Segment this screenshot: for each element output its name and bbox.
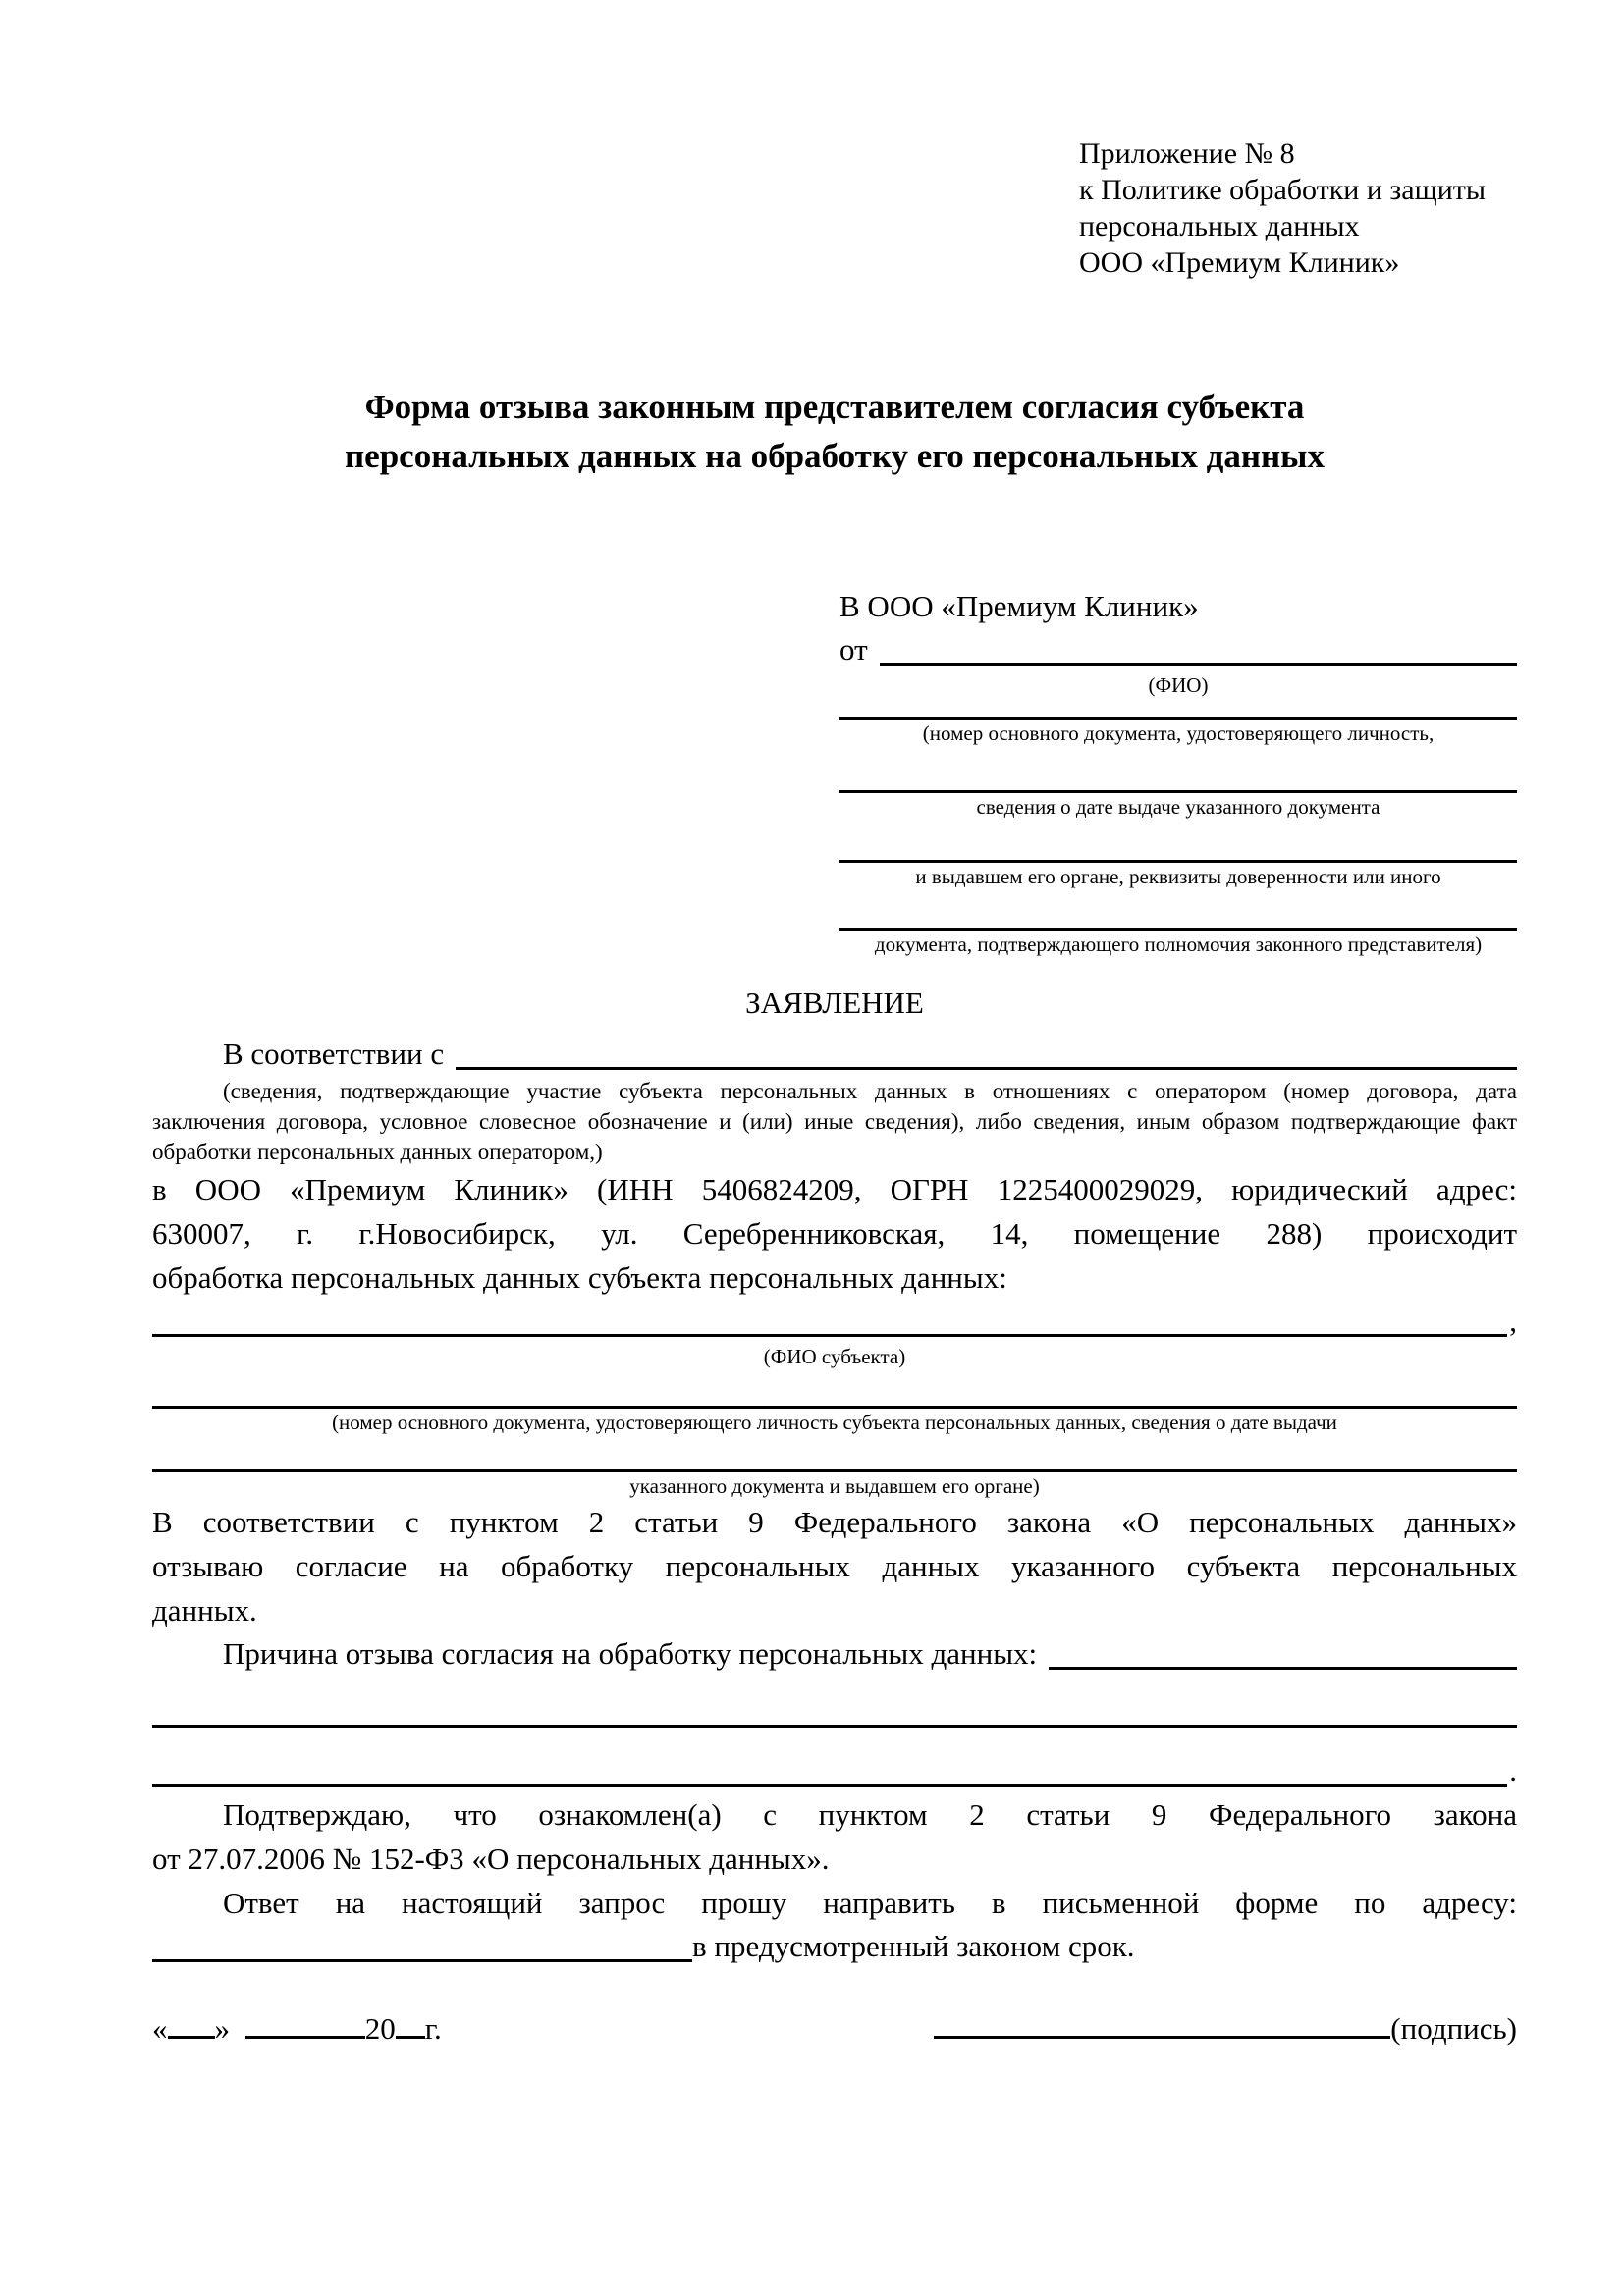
reason-period: .	[1509, 1753, 1517, 1788]
subject-fio-field[interactable]	[152, 1334, 1507, 1337]
operator-line-3: обработка персональных данных субъекта персональных данных:	[152, 1260, 1007, 1295]
basis-note-line-1: (сведения, подтверждающие участие субъекта персональных данных в отношениях с оператором (номер договора, дата	[223, 1079, 1517, 1103]
withdraw-line-1: В соответствии с пунктом 2 статьи 9 Федерального закона «О персональных данных»	[152, 1505, 1517, 1539]
representative-document-caption-1: (номер основного документа, удостоверяющего личность,	[922, 721, 1435, 745]
date-day-field[interactable]	[168, 2036, 215, 2039]
confirm-line-2: от 27.07.2006 № 152-ФЗ «О персональных данных».	[152, 1842, 830, 1876]
reply-line-2-suffix: в предусмотренный законом срок.	[692, 1929, 1135, 1963]
reason-extra-field-2[interactable]	[152, 1784, 1507, 1787]
date-quote-close: »	[214, 2011, 230, 2046]
reply-row	[152, 1925, 1517, 1968]
fio-caption: (ФИО)	[1148, 673, 1209, 697]
subject-document-caption-1: (номер основного документа, удостоверяющего личность субъекта персональных данных, сведения о дате выдачи	[332, 1411, 1337, 1434]
date-year-field[interactable]	[396, 2036, 425, 2039]
subject-document-caption-2: указанного документа и выдавшем его органе)	[629, 1474, 1040, 1498]
date-month-field[interactable]	[245, 2036, 365, 2039]
footer	[152, 2007, 1517, 2051]
basis-label: В соответствии с	[223, 1037, 445, 1071]
representative-fio-field[interactable]	[880, 628, 1517, 666]
addressee-organization: В ООО «Премиум Клиник»	[839, 589, 1199, 623]
confirm-paragraph	[152, 1792, 1517, 1881]
withdraw-paragraph	[152, 1500, 1517, 1632]
operator-line-1: в ООО «Премиум Клиник» (ИНН 5406824209, ОГРН 1225400029029, юридический адрес:	[152, 1172, 1517, 1206]
signature-block	[934, 2007, 1517, 2051]
appendix-line-1: Приложение № 8	[1079, 137, 1295, 170]
from-row	[839, 628, 1517, 671]
subject-fio-caption: (ФИО субъекта)	[763, 1345, 906, 1368]
date-quote-open: «	[152, 2011, 168, 2046]
basis-field[interactable]	[456, 1033, 1517, 1070]
title-line-2: персональных данных на обработку его персональных данных	[345, 437, 1325, 475]
appendix-line-4: ООО «Премиум Клиник»	[1079, 246, 1400, 279]
from-label: от	[839, 632, 868, 667]
reason-row	[152, 1632, 1517, 1676]
operator-paragraph	[152, 1167, 1517, 1300]
signature-field[interactable]	[934, 2036, 1390, 2039]
signature-caption: (подпись)	[1390, 2011, 1517, 2046]
subject-fio-row	[152, 1304, 1517, 1343]
representative-document-caption-2: сведения о дате выдаче указанного документа	[976, 795, 1380, 819]
basis-note	[152, 1076, 1517, 1167]
representative-document-caption-4: документа, подтверждающего полномочия законного представителя)	[874, 933, 1483, 956]
addressee-block	[839, 585, 1517, 958]
appendix-line-3: персональных данных	[1079, 210, 1360, 242]
date-year-prefix: 20	[364, 2011, 396, 2046]
basis-note-line-3: обработки персональных данных оператором,)	[152, 1140, 603, 1164]
reply-line-1: Ответ на настоящий запрос прошу направить в письменной форме по адресу:	[223, 1886, 1517, 1920]
operator-line-2: 630007, г. г.Новосибирск, ул. Серебренниковская, 14, помещение 288) происходит	[152, 1216, 1517, 1251]
basis-row	[152, 1033, 1517, 1076]
date-year-suffix: г.	[424, 2011, 442, 2046]
date-block	[152, 2007, 442, 2051]
reason-field[interactable]	[1049, 1632, 1517, 1670]
reason-extra-field-1[interactable]	[152, 1725, 1517, 1728]
confirm-line-1: Подтверждаю, что ознакомлен(а) с пунктом 2 статьи 9 Федерального закона	[223, 1797, 1517, 1832]
basis-note-line-2: заключения договора, условное словесное обозначение и (или) иные сведения), либо сведения, иным образом подтверждающие факт	[152, 1109, 1517, 1134]
reason-label: Причина отзыва согласия на обработку персональных данных:	[223, 1636, 1038, 1671]
appendix-header	[1079, 135, 1517, 281]
reason-extra-row	[152, 1753, 1517, 1792]
reply-address-field[interactable]	[152, 1959, 692, 1962]
representative-document-caption-3: и выдавшем его органе, реквизиты доверенности или иного	[915, 865, 1441, 888]
document-title	[152, 383, 1517, 481]
appendix-line-2: к Политике обработки и защиты	[1079, 174, 1487, 206]
statement-heading: ЗАЯВЛЕНИЕ	[745, 986, 924, 1020]
withdraw-line-2: отзываю согласие на обработку персональных данных указанного субъекта персональных	[152, 1549, 1517, 1583]
subject-fio-comma: ,	[1509, 1304, 1517, 1338]
withdraw-line-3: данных.	[152, 1593, 257, 1628]
title-line-1: Форма отзыва законным представителем согласия субъекта	[364, 388, 1305, 426]
